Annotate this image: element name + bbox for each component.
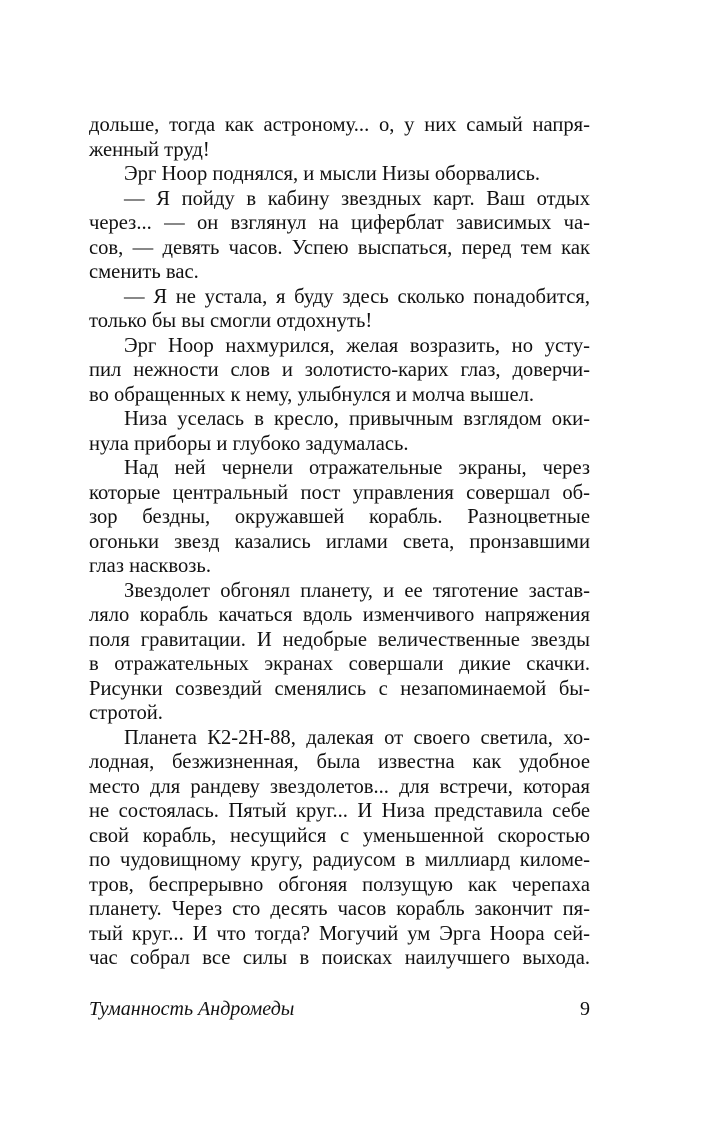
page-number: 9 [580,998,590,1020]
body-text [89,113,590,971]
text-line: лодная, безжизненная, была известна как удобное [89,751,590,773]
text-line: планету. Через сто десять часов корабль закончит пя- [89,898,590,920]
text-line: Эрг Ноор поднялся, и мысли Низы оборвались. [124,163,541,185]
text-line: свой корабль, несущийся с уменьшенной скоростью [89,824,590,847]
text-line: — Я пойду в кабину звездных карт. Ваш отдых [124,187,590,210]
text-line: огоньки звезд казались иглами света, пронзавшими [89,530,590,553]
text-line: сменить вас. [89,261,199,283]
text-line: стротой. [89,702,163,724]
text-line: во обращенных к нему, улыбнулся и молча вышел. [89,383,535,406]
text-line: поля гравитации. И недобрые величественные звезды [89,628,590,651]
running-title: Туманность Андромеды [89,998,295,1020]
page-footer [89,998,590,1024]
text-line: час собрал все силы в поисках наилучшего выхода. [89,947,590,969]
text-line: тый круг... И что тогда? Могучий ум Эрга Ноора сей- [89,922,590,945]
text-line: Рисунки созвездий сменялись с незапоминаемой бы- [89,677,590,700]
text-line: которые центральный пост управления совершал об- [89,481,590,504]
text-line: Звездолет обгонял планету, и ее тяготение застав- [124,579,590,602]
text-line: сов, — девять часов. Успею выспаться, перед тем как [89,236,590,259]
text-line: — Я не устала, я буду здесь сколько понадобится, [124,285,590,308]
text-line: Эрг Ноор нахмурился, желая возразить, но усту- [124,334,590,357]
text-line: место для рандеву звездолетов... для встречи, которая [89,775,590,798]
text-line: пил нежности слов и золотисто-карих глаз, доверчи- [89,359,590,381]
text-line: тров, беспрерывно обгоняя ползущую как черепаха [89,873,590,896]
text-line: в отражательных экранах совершали дикие скачки. [89,653,590,675]
text-line: только бы вы смогли отдохнуть! [89,310,373,332]
text-line: женный труд! [89,138,210,161]
text-line: по чудовищному кругу, радиусом в миллиард киломе- [89,849,590,871]
text-line: Планета К2-2Н-88, далекая от своего светила, хо- [124,726,590,749]
text-line: через... — он взглянул на циферблат зависимых ча- [89,212,590,234]
text-line: не состоялась. Пятый круг... И Низа представила себе [89,800,590,822]
text-line: глаз насквозь. [89,555,211,577]
text-line: дольше, тогда как астроному... о, у них самый напря- [89,114,590,136]
text-line: Низа уселась в кресло, привычным взглядом оки- [124,408,590,430]
text-line: зор бездны, окружавшей корабль. Разноцветные [89,506,590,528]
text-line: нула приборы и глубоко задумалась. [89,432,409,455]
text-line: ляло корабль качаться вдоль изменчивого напряжения [89,604,590,626]
text-line: Над ней чернели отражательные экраны, через [124,457,590,479]
